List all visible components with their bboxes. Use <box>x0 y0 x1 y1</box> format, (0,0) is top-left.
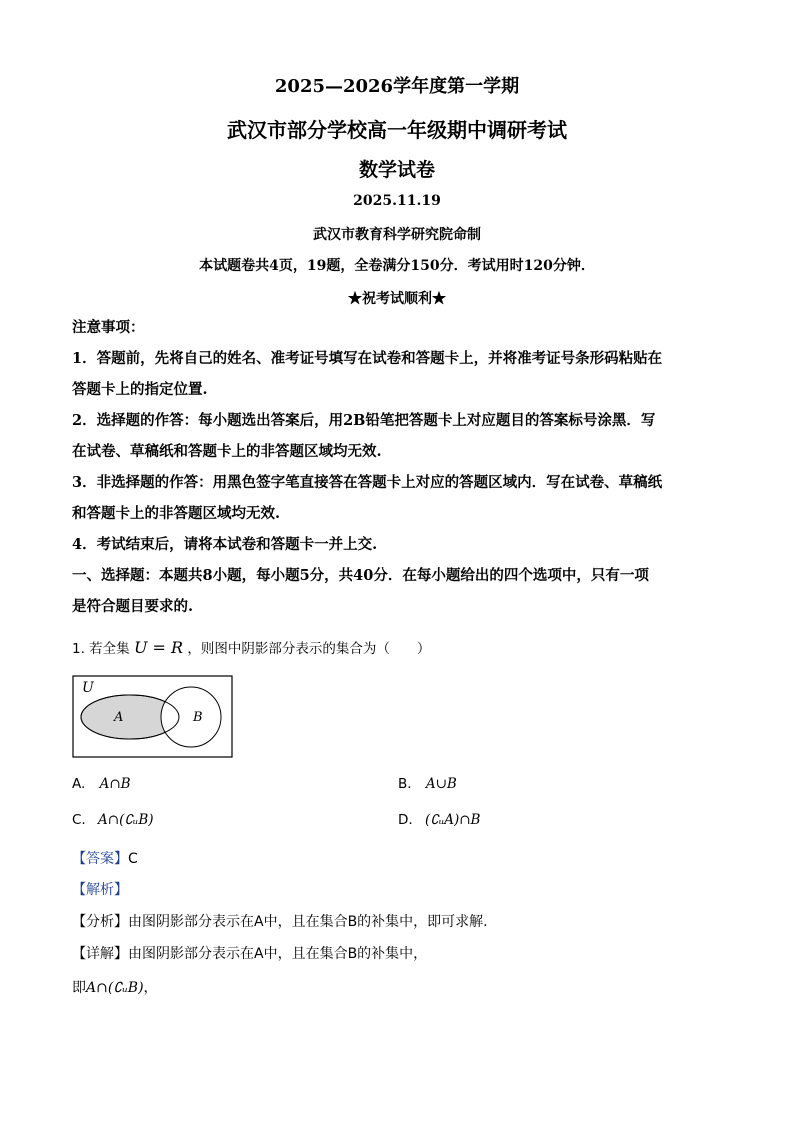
option-d-label: D. <box>398 812 413 828</box>
question-1-suffix: ，则图中阴影部分表示的集合为（ ） <box>187 641 431 657</box>
set-b-circle <box>161 687 221 747</box>
final-suffix: ， <box>143 980 158 996</box>
answer-line <box>72 848 138 868</box>
question-1-math: U = R <box>133 638 184 657</box>
xiangjie-text: 由图阴影部分表示在A中，且在集合B的补集中， <box>128 946 428 962</box>
notice-item-3-cont: 和答题卡上的非答题区域均无效. <box>72 505 281 522</box>
exam-term: 2025—2026学年度第一学期 <box>274 76 520 97</box>
option-c-label: C. <box>72 812 86 828</box>
final-math: A∩(∁ᵤB) <box>86 980 144 996</box>
exam-date: 2025.11.19 <box>353 193 441 209</box>
question-1 <box>72 637 430 657</box>
notice-item-3: 3．非选择题的作答：用黑色签字笔直接答在答题卡上对应的答题区域内．写在试卷、草稿纸 <box>72 474 663 491</box>
venn-label-u: U <box>82 680 94 696</box>
fenxi-line <box>72 911 488 931</box>
option-d-math: (∁ᵤA)∩B <box>424 812 481 828</box>
fenxi-text: 由图阴影部分表示在A中，且在集合B的补集中，即可求解. <box>128 914 488 930</box>
notice-item-1: 1．答题前，先将自己的姓名、准考证号填写在试卷和答题卡上，并将准考证号条形码粘贴在 <box>72 350 663 367</box>
venn-diagram <box>72 675 234 759</box>
answer-value: C <box>128 851 138 867</box>
notice-item-2: 2．选择题的作答：每小题选出答案后，用2B铅笔把答题卡上对应题目的答案标号涂黑．写 <box>72 412 656 429</box>
exam-wish: ★祝考试顺利★ <box>348 291 446 307</box>
option-c-math: A∩(∁ᵤB) <box>98 812 154 828</box>
option-b[interactable] <box>398 776 457 792</box>
option-c[interactable] <box>72 812 154 828</box>
notice-section <box>72 312 722 622</box>
option-a-math: A∩B <box>99 776 131 792</box>
answer-tag: 【答案】 <box>72 851 128 867</box>
option-b-math: A∪B <box>425 776 457 792</box>
xiangjie-line <box>72 943 427 963</box>
analysis-tag: 【解析】 <box>72 882 128 898</box>
option-b-label: B. <box>398 776 412 792</box>
exam-info: 本试题卷共4页，19题，全卷满分150分．考试用时120分钟． <box>199 258 595 274</box>
section-heading-cont: 是符合题目要求的. <box>72 598 194 615</box>
option-a[interactable] <box>72 776 131 792</box>
final-line <box>72 977 158 997</box>
notice-item-1-cont: 答题卡上的指定位置. <box>72 381 208 398</box>
notice-heading: 注意事项： <box>72 319 145 336</box>
exam-author: 武汉市教育科学研究院命制 <box>313 227 481 243</box>
subject-title: 数学试卷 <box>358 159 435 181</box>
notice-item-2-cont: 在试卷、草稿纸和答题卡上的非答题区域均无效. <box>72 443 382 460</box>
venn-label-b: B <box>193 710 203 725</box>
question-1-prefix: 1. 若全集 <box>72 641 130 657</box>
option-a-label: A. <box>72 776 86 792</box>
option-d[interactable] <box>398 812 480 828</box>
final-prefix: 即 <box>72 980 86 996</box>
section-heading: 一、选择题：本题共8小题，每小题5分，共40分．在每小题给出的四个选项中，只有一项 <box>72 567 649 584</box>
xiangjie-tag: 【详解】 <box>72 946 128 962</box>
notice-item-4: 4．考试结束后，请将本试卷和答题卡一并上交. <box>72 536 378 553</box>
exam-title: 武汉市部分学校高一年级期中调研考试 <box>227 118 567 142</box>
venn-label-a: A <box>114 710 124 725</box>
fenxi-tag: 【分析】 <box>72 914 128 930</box>
